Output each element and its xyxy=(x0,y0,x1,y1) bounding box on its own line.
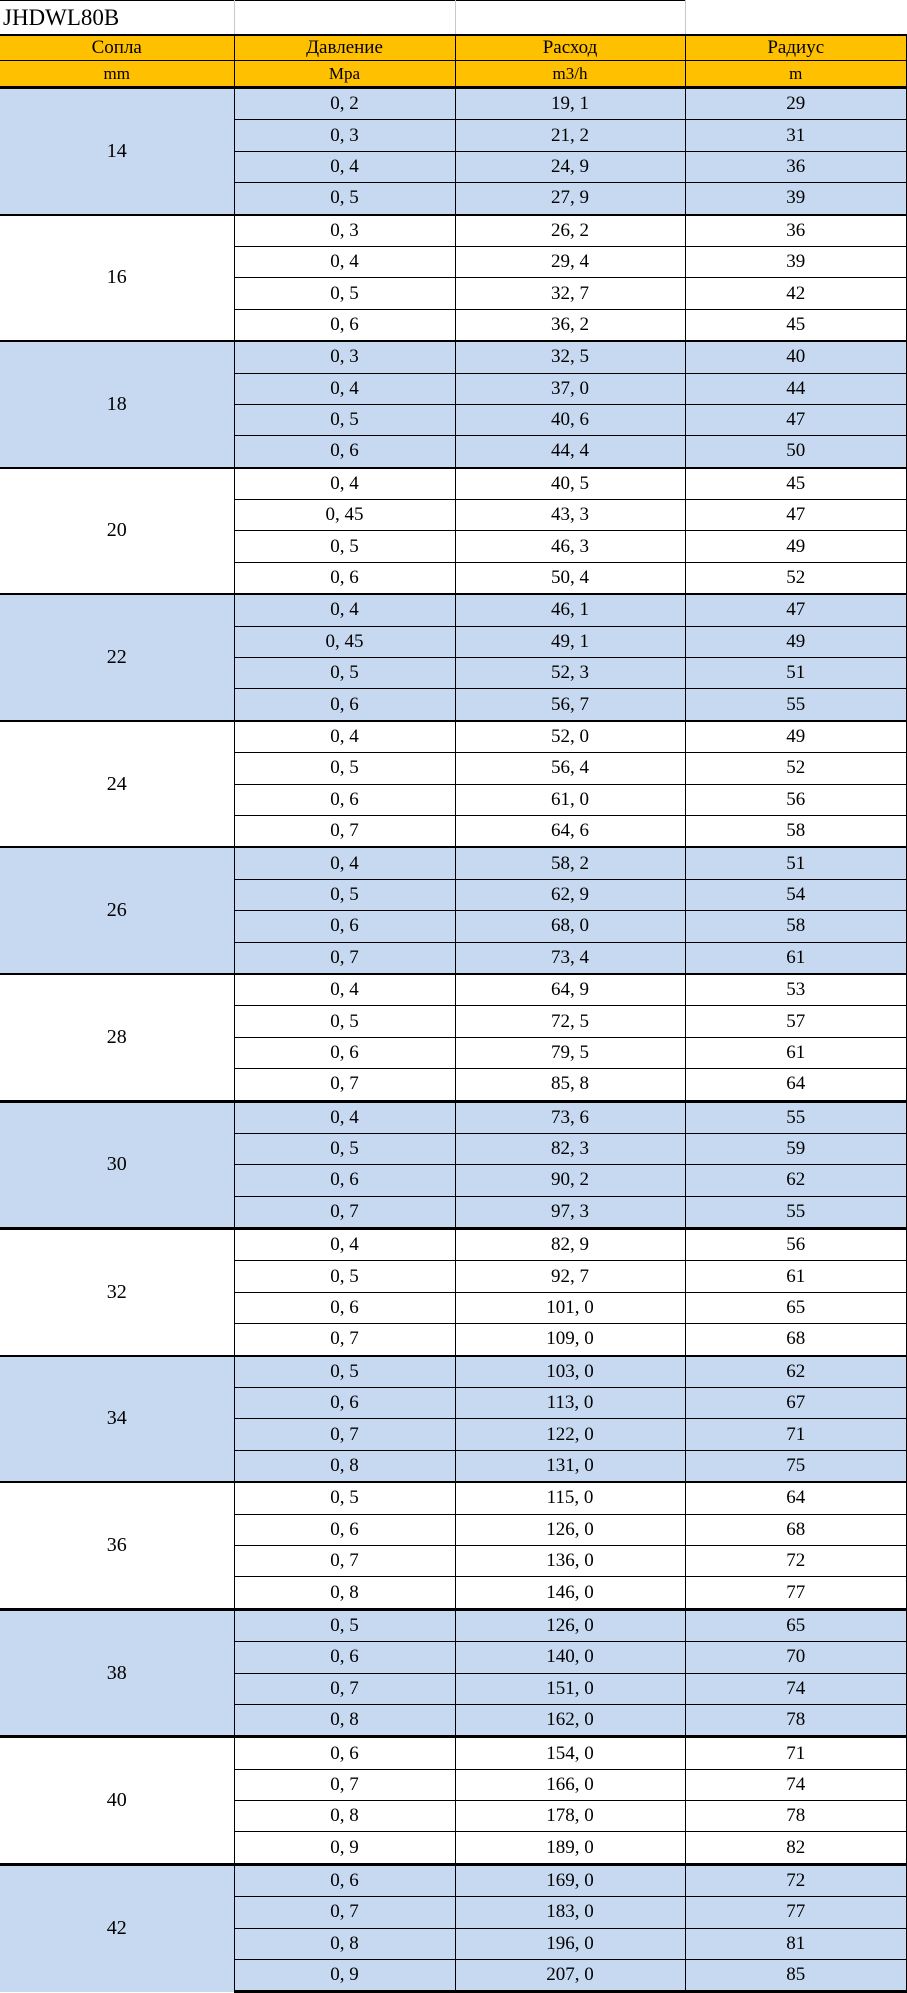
flow-cell: 52, 0 xyxy=(455,721,685,753)
radius-cell: 82 xyxy=(685,1832,907,1864)
radius-cell: 44 xyxy=(685,373,907,404)
pressure-cell: 0, 4 xyxy=(234,151,455,182)
radius-cell: 62 xyxy=(685,1356,907,1388)
flow-cell: 101, 0 xyxy=(455,1292,685,1323)
col-header-nozzle: Сопла xyxy=(0,35,234,61)
flow-cell: 21, 2 xyxy=(455,120,685,151)
nozzle-size-cell: 28 xyxy=(0,974,234,1101)
pressure-cell: 0, 4 xyxy=(234,1229,455,1261)
unit-m3h: m3/h xyxy=(455,61,685,88)
pressure-cell: 0, 6 xyxy=(234,309,455,341)
pressure-cell: 0, 6 xyxy=(234,784,455,815)
pressure-cell: 0, 6 xyxy=(234,689,455,721)
flow-cell: 40, 6 xyxy=(455,404,685,435)
flow-cell: 82, 9 xyxy=(455,1229,685,1261)
flow-cell: 49, 1 xyxy=(455,626,685,657)
flow-cell: 58, 2 xyxy=(455,847,685,879)
flow-cell: 140, 0 xyxy=(455,1642,685,1673)
pressure-cell: 0, 5 xyxy=(234,531,455,562)
nozzle-size-cell: 42 xyxy=(0,1864,234,1992)
table-row xyxy=(0,974,907,1006)
flow-cell: 32, 7 xyxy=(455,278,685,309)
flow-cell: 126, 0 xyxy=(455,1609,685,1641)
nozzle-size-cell: 32 xyxy=(0,1229,234,1356)
radius-cell: 81 xyxy=(685,1928,907,1959)
pressure-cell: 0, 3 xyxy=(234,120,455,151)
flow-cell: 32, 5 xyxy=(455,341,685,373)
flow-cell: 126, 0 xyxy=(455,1514,685,1545)
radius-cell: 56 xyxy=(685,1229,907,1261)
pressure-cell: 0, 9 xyxy=(234,1832,455,1864)
radius-cell: 52 xyxy=(685,562,907,594)
pressure-cell: 0, 8 xyxy=(234,1704,455,1736)
pressure-cell: 0, 45 xyxy=(234,626,455,657)
radius-cell: 61 xyxy=(685,1037,907,1068)
table-row xyxy=(0,341,907,373)
pressure-cell: 0, 4 xyxy=(234,246,455,277)
flow-cell: 85, 8 xyxy=(455,1069,685,1101)
flow-cell: 40, 5 xyxy=(455,468,685,500)
radius-cell: 61 xyxy=(685,942,907,974)
radius-cell: 52 xyxy=(685,753,907,784)
table-row xyxy=(0,88,907,120)
flow-cell: 73, 6 xyxy=(455,1101,685,1133)
radius-cell: 47 xyxy=(685,594,907,626)
pressure-cell: 0, 4 xyxy=(234,1101,455,1133)
title-empty-cell xyxy=(234,1,455,36)
header-row-labels xyxy=(0,35,907,61)
pressure-cell: 0, 8 xyxy=(234,1801,455,1832)
pressure-cell: 0, 5 xyxy=(234,183,455,215)
flow-cell: 131, 0 xyxy=(455,1450,685,1482)
flow-cell: 151, 0 xyxy=(455,1673,685,1704)
flow-cell: 115, 0 xyxy=(455,1482,685,1514)
pressure-cell: 0, 3 xyxy=(234,341,455,373)
table-row xyxy=(0,1229,907,1261)
flow-cell: 27, 9 xyxy=(455,183,685,215)
flow-cell: 169, 0 xyxy=(455,1864,685,1896)
pressure-cell: 0, 6 xyxy=(234,1388,455,1419)
radius-cell: 50 xyxy=(685,436,907,468)
radius-cell: 53 xyxy=(685,974,907,1006)
radius-cell: 67 xyxy=(685,1388,907,1419)
radius-cell: 47 xyxy=(685,500,907,531)
nozzle-size-cell: 34 xyxy=(0,1356,234,1483)
radius-cell: 62 xyxy=(685,1165,907,1196)
flow-cell: 162, 0 xyxy=(455,1704,685,1736)
flow-cell: 122, 0 xyxy=(455,1419,685,1450)
pressure-cell: 0, 7 xyxy=(234,1897,455,1928)
radius-cell: 45 xyxy=(685,468,907,500)
col-header-pressure: Давление xyxy=(234,35,455,61)
radius-cell: 77 xyxy=(685,1577,907,1609)
radius-cell: 54 xyxy=(685,879,907,910)
pressure-cell: 0, 6 xyxy=(234,1864,455,1896)
pressure-cell: 0, 5 xyxy=(234,404,455,435)
radius-cell: 49 xyxy=(685,531,907,562)
radius-cell: 58 xyxy=(685,815,907,847)
pressure-cell: 0, 7 xyxy=(234,1324,455,1356)
radius-cell: 51 xyxy=(685,847,907,879)
flow-cell: 136, 0 xyxy=(455,1545,685,1576)
pressure-cell: 0, 8 xyxy=(234,1928,455,1959)
unit-mm: mm xyxy=(0,61,234,88)
radius-cell: 72 xyxy=(685,1864,907,1896)
pressure-cell: 0, 8 xyxy=(234,1450,455,1482)
table-row xyxy=(0,1609,907,1641)
nozzle-size-cell: 18 xyxy=(0,341,234,468)
radius-cell: 68 xyxy=(685,1514,907,1545)
pressure-cell: 0, 5 xyxy=(234,1482,455,1514)
pressure-cell: 0, 7 xyxy=(234,1545,455,1576)
radius-cell: 75 xyxy=(685,1450,907,1482)
nozzle-size-cell: 22 xyxy=(0,594,234,721)
flow-cell: 82, 3 xyxy=(455,1133,685,1164)
pressure-cell: 0, 7 xyxy=(234,942,455,974)
pressure-cell: 0, 4 xyxy=(234,847,455,879)
table-row xyxy=(0,1864,907,1896)
radius-cell: 65 xyxy=(685,1609,907,1641)
radius-cell: 36 xyxy=(685,215,907,247)
table-row xyxy=(0,468,907,500)
flow-cell: 166, 0 xyxy=(455,1769,685,1800)
table-row xyxy=(0,1101,907,1133)
flow-cell: 46, 3 xyxy=(455,531,685,562)
flow-cell: 56, 4 xyxy=(455,753,685,784)
pressure-cell: 0, 7 xyxy=(234,815,455,847)
flow-cell: 109, 0 xyxy=(455,1324,685,1356)
flow-cell: 113, 0 xyxy=(455,1388,685,1419)
nozzle-size-cell: 40 xyxy=(0,1737,234,1865)
flow-cell: 92, 7 xyxy=(455,1261,685,1292)
nozzle-size-cell: 24 xyxy=(0,721,234,848)
radius-cell: 64 xyxy=(685,1482,907,1514)
radius-cell: 77 xyxy=(685,1897,907,1928)
nozzle-size-cell: 36 xyxy=(0,1482,234,1609)
nozzle-size-cell: 26 xyxy=(0,847,234,974)
flow-cell: 52, 3 xyxy=(455,658,685,689)
pressure-cell: 0, 5 xyxy=(234,1006,455,1037)
pressure-cell: 0, 45 xyxy=(234,500,455,531)
flow-cell: 196, 0 xyxy=(455,1928,685,1959)
pressure-cell: 0, 4 xyxy=(234,594,455,626)
flow-cell: 68, 0 xyxy=(455,911,685,942)
radius-cell: 59 xyxy=(685,1133,907,1164)
title-empty-cell xyxy=(455,1,685,36)
radius-cell: 57 xyxy=(685,1006,907,1037)
radius-cell: 42 xyxy=(685,278,907,309)
flow-cell: 72, 5 xyxy=(455,1006,685,1037)
radius-cell: 61 xyxy=(685,1261,907,1292)
table-row xyxy=(0,1356,907,1388)
flow-cell: 43, 3 xyxy=(455,500,685,531)
pressure-cell: 0, 5 xyxy=(234,879,455,910)
flow-cell: 64, 6 xyxy=(455,815,685,847)
page-title: JHDWL80B xyxy=(0,1,234,36)
flow-cell: 183, 0 xyxy=(455,1897,685,1928)
flow-cell: 154, 0 xyxy=(455,1737,685,1769)
pressure-cell: 0, 5 xyxy=(234,1133,455,1164)
radius-cell: 74 xyxy=(685,1673,907,1704)
radius-cell: 56 xyxy=(685,784,907,815)
table-row xyxy=(0,594,907,626)
table-row xyxy=(0,721,907,753)
flow-cell: 146, 0 xyxy=(455,1577,685,1609)
radius-cell: 39 xyxy=(685,246,907,277)
flow-cell: 103, 0 xyxy=(455,1356,685,1388)
flow-cell: 73, 4 xyxy=(455,942,685,974)
radius-cell: 71 xyxy=(685,1419,907,1450)
pressure-cell: 0, 7 xyxy=(234,1196,455,1228)
pressure-cell: 0, 6 xyxy=(234,911,455,942)
radius-cell: 68 xyxy=(685,1324,907,1356)
pressure-cell: 0, 3 xyxy=(234,215,455,247)
table-row xyxy=(0,215,907,247)
title-empty-cell xyxy=(685,1,907,36)
table-row xyxy=(0,1737,907,1769)
pressure-cell: 0, 6 xyxy=(234,1292,455,1323)
flow-cell: 207, 0 xyxy=(455,1960,685,1992)
flow-cell: 189, 0 xyxy=(455,1832,685,1864)
pressure-cell: 0, 5 xyxy=(234,1261,455,1292)
pressure-cell: 0, 4 xyxy=(234,721,455,753)
pressure-cell: 0, 9 xyxy=(234,1960,455,1992)
pressure-cell: 0, 6 xyxy=(234,562,455,594)
flow-cell: 29, 4 xyxy=(455,246,685,277)
radius-cell: 45 xyxy=(685,309,907,341)
flow-cell: 19, 1 xyxy=(455,88,685,120)
pressure-cell: 0, 8 xyxy=(234,1577,455,1609)
nozzle-size-cell: 14 xyxy=(0,88,234,215)
radius-cell: 71 xyxy=(685,1737,907,1769)
flow-cell: 178, 0 xyxy=(455,1801,685,1832)
pressure-cell: 0, 4 xyxy=(234,373,455,404)
radius-cell: 72 xyxy=(685,1545,907,1576)
table-body xyxy=(0,88,907,1992)
pressure-cell: 0, 2 xyxy=(234,88,455,120)
nozzle-size-cell: 38 xyxy=(0,1609,234,1737)
flow-cell: 46, 1 xyxy=(455,594,685,626)
table-row xyxy=(0,1482,907,1514)
radius-cell: 78 xyxy=(685,1801,907,1832)
table-row xyxy=(0,847,907,879)
radius-cell: 58 xyxy=(685,911,907,942)
pressure-cell: 0, 5 xyxy=(234,658,455,689)
radius-cell: 55 xyxy=(685,1196,907,1228)
radius-cell: 31 xyxy=(685,120,907,151)
flow-cell: 50, 4 xyxy=(455,562,685,594)
nozzle-size-cell: 16 xyxy=(0,215,234,342)
radius-cell: 36 xyxy=(685,151,907,182)
radius-cell: 39 xyxy=(685,183,907,215)
radius-cell: 65 xyxy=(685,1292,907,1323)
nozzle-size-cell: 30 xyxy=(0,1101,234,1229)
radius-cell: 55 xyxy=(685,689,907,721)
col-header-radius: Радиус xyxy=(685,35,907,61)
radius-cell: 49 xyxy=(685,626,907,657)
flow-cell: 44, 4 xyxy=(455,436,685,468)
radius-cell: 70 xyxy=(685,1642,907,1673)
pressure-cell: 0, 7 xyxy=(234,1069,455,1101)
pressure-cell: 0, 6 xyxy=(234,1514,455,1545)
flow-cell: 36, 2 xyxy=(455,309,685,341)
flow-cell: 24, 9 xyxy=(455,151,685,182)
radius-cell: 85 xyxy=(685,1960,907,1992)
flow-cell: 64, 9 xyxy=(455,974,685,1006)
title-row xyxy=(0,1,907,36)
flow-cell: 37, 0 xyxy=(455,373,685,404)
pressure-cell: 0, 7 xyxy=(234,1673,455,1704)
radius-cell: 29 xyxy=(685,88,907,120)
radius-cell: 40 xyxy=(685,341,907,373)
unit-mpa: Mpa xyxy=(234,61,455,88)
pressure-cell: 0, 6 xyxy=(234,1165,455,1196)
radius-cell: 55 xyxy=(685,1101,907,1133)
flow-cell: 62, 9 xyxy=(455,879,685,910)
radius-cell: 74 xyxy=(685,1769,907,1800)
pressure-cell: 0, 6 xyxy=(234,1642,455,1673)
pressure-cell: 0, 7 xyxy=(234,1419,455,1450)
pressure-cell: 0, 4 xyxy=(234,974,455,1006)
flow-cell: 61, 0 xyxy=(455,784,685,815)
header-row-units xyxy=(0,61,907,88)
pressure-cell: 0, 5 xyxy=(234,753,455,784)
flow-cell: 90, 2 xyxy=(455,1165,685,1196)
radius-cell: 78 xyxy=(685,1704,907,1736)
flow-cell: 26, 2 xyxy=(455,215,685,247)
pressure-cell: 0, 4 xyxy=(234,468,455,500)
flow-cell: 97, 3 xyxy=(455,1196,685,1228)
pressure-cell: 0, 6 xyxy=(234,436,455,468)
radius-cell: 49 xyxy=(685,721,907,753)
radius-cell: 47 xyxy=(685,404,907,435)
radius-cell: 64 xyxy=(685,1069,907,1101)
pressure-cell: 0, 5 xyxy=(234,1356,455,1388)
radius-cell: 51 xyxy=(685,658,907,689)
pressure-cell: 0, 6 xyxy=(234,1737,455,1769)
unit-m: m xyxy=(685,61,907,88)
nozzle-size-cell: 20 xyxy=(0,468,234,595)
pressure-cell: 0, 6 xyxy=(234,1037,455,1068)
pressure-cell: 0, 5 xyxy=(234,1609,455,1641)
col-header-flow: Расход xyxy=(455,35,685,61)
pressure-cell: 0, 7 xyxy=(234,1769,455,1800)
pressure-cell: 0, 5 xyxy=(234,278,455,309)
flow-cell: 56, 7 xyxy=(455,689,685,721)
flow-cell: 79, 5 xyxy=(455,1037,685,1068)
